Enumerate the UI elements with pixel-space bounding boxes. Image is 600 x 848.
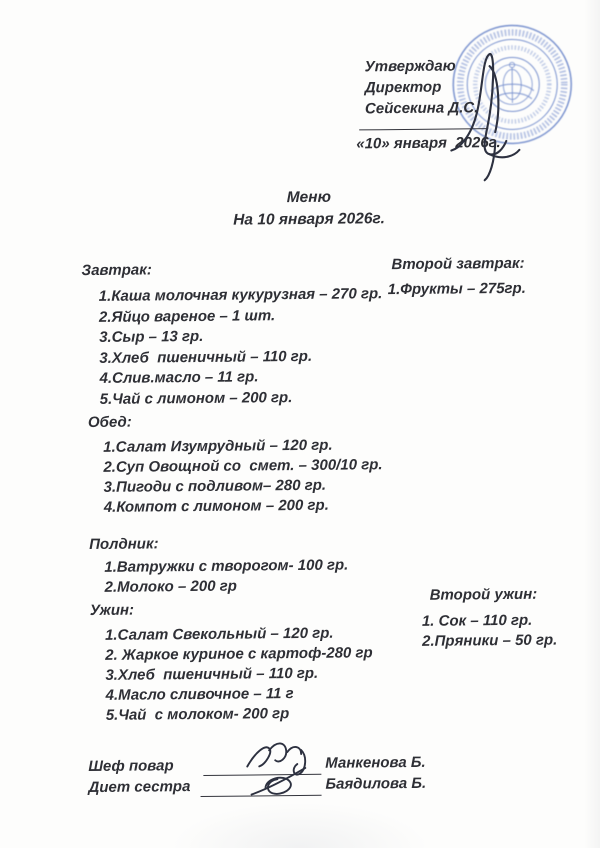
menu-item: 2.Молоко – 200 гр bbox=[104, 577, 237, 596]
section-items bbox=[82, 284, 384, 410]
section-lunch bbox=[88, 411, 383, 518]
page-subtitle: На 10 января 2026г. bbox=[233, 210, 385, 229]
section-items bbox=[422, 611, 558, 652]
section-heading: Второй завтрак: bbox=[391, 254, 525, 274]
chef-name: Манкенова Б. bbox=[325, 753, 426, 772]
section-dinner bbox=[90, 599, 374, 726]
staff-signatures bbox=[229, 736, 340, 801]
menu-item: 2. Жаркое куриное с картоф-280 гр bbox=[105, 644, 373, 664]
section-snack bbox=[89, 534, 348, 598]
section-items bbox=[88, 435, 383, 518]
menu-item: 1.Ватружки с творогом- 100 гр. bbox=[104, 556, 349, 576]
menu-item: 5.Чай с молоком- 200 гр bbox=[105, 705, 290, 724]
menu-item: 3.Сыр – 13 гр. bbox=[99, 327, 204, 346]
signature-strokes bbox=[450, 54, 519, 181]
dietician-role-label: Диет сестра bbox=[88, 778, 191, 797]
menu-item: 2.Яйцо вареное – 1 шт. bbox=[98, 306, 276, 326]
dietician-name: Баядилова Б. bbox=[325, 774, 427, 793]
menu-item: 1.Каша молочная кукурузная – 270 гр. bbox=[98, 285, 383, 305]
menu-item: 1.Салат Изумрудный – 120 гр. bbox=[103, 436, 333, 456]
chef-role-label: Шеф повар bbox=[88, 757, 174, 776]
menu-item: 2.Суп Овощной со смет. – 300/10 гр. bbox=[103, 456, 383, 476]
menu-item: 4.Слив.масло – 11 гр. bbox=[99, 368, 259, 387]
section-heading: Ужин: bbox=[89, 601, 135, 620]
section-heading: Полдник: bbox=[89, 535, 159, 554]
approval-date: «10» января 2026г. bbox=[356, 134, 501, 153]
menu-title-block bbox=[149, 185, 469, 232]
signature-strokes bbox=[247, 743, 305, 794]
section-items bbox=[388, 279, 526, 301]
menu-item: 1. Сок – 110 гр. bbox=[421, 611, 533, 630]
section-heading: Второй ужин: bbox=[429, 585, 538, 604]
section-heading: Завтрак: bbox=[81, 261, 152, 280]
approval-role: Директор bbox=[364, 78, 442, 97]
section-heading: Обед: bbox=[87, 413, 132, 432]
menu-item: 3.Пигоди с подливом– 280 гр. bbox=[103, 476, 327, 496]
approval-word: Утверждаю bbox=[364, 57, 456, 76]
section-second-breakfast bbox=[387, 254, 526, 301]
section-items bbox=[89, 556, 348, 598]
menu-item: 4.Компот с лимоном – 200 гр. bbox=[103, 496, 329, 516]
section-items bbox=[90, 623, 373, 726]
menu-item: 2.Пряники – 50 гр. bbox=[422, 631, 558, 650]
menu-item: 1.Фрукты – 275гр. bbox=[387, 279, 526, 299]
menu-item: 3.Хлеб пшеничный – 110 гр. bbox=[105, 664, 319, 684]
menu-item: 3.Хлеб пшеничный – 110 гр. bbox=[99, 347, 313, 367]
director-signature bbox=[442, 44, 529, 183]
approval-name: Сейсекина Д.С. bbox=[364, 99, 479, 118]
section-breakfast bbox=[81, 259, 383, 410]
section-second-dinner bbox=[421, 585, 558, 652]
menu-item: 5.Чай с лимоном – 200 гр. bbox=[99, 388, 293, 408]
menu-item: 4.Масло сливочное – 11 г bbox=[105, 685, 294, 704]
menu-item: 1.Салат Свекольный – 120 гр. bbox=[104, 624, 334, 644]
page-title: Меню bbox=[286, 188, 332, 207]
